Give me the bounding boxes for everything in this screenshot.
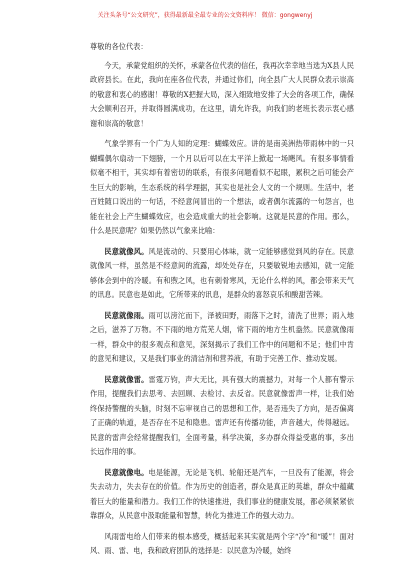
header-notice: 关注头条号“公文研究”，获得最新最全最专业的公文资料库！ 微信：gongwenyj [97,12,313,19]
paragraph-opening: 今天，承蒙党组织的关怀，承蒙各位代表的信任，我再次幸幸地当选为X县人民政府县长。在此，我向在座各位代表，并通过你们，向全县广大人民群众表示崇高的敬意和衷心的感谢！尊敬的X把握大局，深入细致地安排了大会的各项工作，确保大会顺利召开，并取得圆满成功，在这里，请允许我，向我们的老班长表示衷心感谢和崇高的敬意！ [90,60,354,128]
text-wind: 风是流动的、只要用心体味，就一定能够感觉到风的存在。民意就像风一样，虽然是不经意间的流露，却处处存在，只要敏锐地去感知，就一定能够体会到中的冷暖。有和煦之风，也有刺骨寒风，无论什么样的风，都会带来天气的讯息。民意也是如此，它所带来的讯息，是群众的喜怒哀乐和酸甜苦辣。 [90,246,354,299]
lead-thunder: 民意就像雷。 [104,374,149,384]
lead-lightning: 民意就像电。 [104,467,149,477]
lead-rain: 民意就像雨。 [104,310,149,320]
salutation: 尊敬的各位代表： [90,42,148,51]
paragraph-closing: 风雨雷电给人们带来的根本感受，概括起来其实就是两个字“冷”和“暖”！面对风、雨、雷、电，我和政府团队的选择是：以民意为冷暖，始终 [90,531,354,555]
paragraph-thunder [90,373,354,460]
text-rain: 雨可以滂沱而下，泽被田野，雨落下之时，清洗了世界；雨入地之后，滋养了万物。不下雨的地方荒芜人烟，常下雨的地方生机盎然。民意就像雨一样，群众中的很多观点和意见，深刻揭示了我们工作中的问题和不足；他们中肯的意见和建议，又是我们事业的清洁剂和营养液，有助于完善工作、推动发展。 [90,310,354,363]
text-lightning: 电是能源，无论是飞机、轮船还是汽车，一旦没有了能源，将会失去动力，失去存在的价值。作为历史的创造者，群众是真正的英雄，群众中蕴藏着巨大的能量和潜力。我们工作的快速推进，我们事业的健康发展，都必须紧紧依靠群众，从民意中汲取能量和智慧，转化为推进工作的强大动力。 [90,467,354,520]
paragraph-wind [90,245,354,303]
paragraph-lightning [90,466,354,524]
lead-wind: 民意就像风。 [104,246,149,256]
text-thunder: 雷霆万钧，声大无比，具有强大的震撼力，对每一个人都有警示作用，提醒我们去思考、去回顾、去检讨、去反省。民意就像雷声一样，让我们始终保持警醒的头脑，时刻不忘审视自己的思想和工作，是否违失了方向，是否偏离了正确的轨道，是否存在不足和隐患。雷声还有传播功能，声音越大，传得越远。民意的雷声会经常提醒我们，全面考量，科学决策，多办群众得益受惠的事，多出长远作用的事。 [90,374,354,456]
paragraph-butterfly-effect: 气象学界有一个广为人知的定理：蝴蝶效应。讲的是南美洲热带雨林中的一只蝴蝶偶尔扇动一下翅膀，一个月以后可以在太平洋上掀起一场飓风。有很多事情看似毫不相干，其实却有着密切的联系，有很多问题看似不起眼，累积之后可能会产生巨大的影响，生态系统的科学理据，其实也是社会人文的一个规则。生活中，老百姓随口说出的一句话，不经意间冒出的一个想法，或者偶尔流露的一句怨言，也能在社会上产生蝴蝶效应，也会造成重大的社会影响。这就是民意的作用。那么，什么是民意呢？如果仍然以气象来比喻： [90,139,354,235]
document-body [90,40,354,559]
paragraph-rain [90,309,354,367]
